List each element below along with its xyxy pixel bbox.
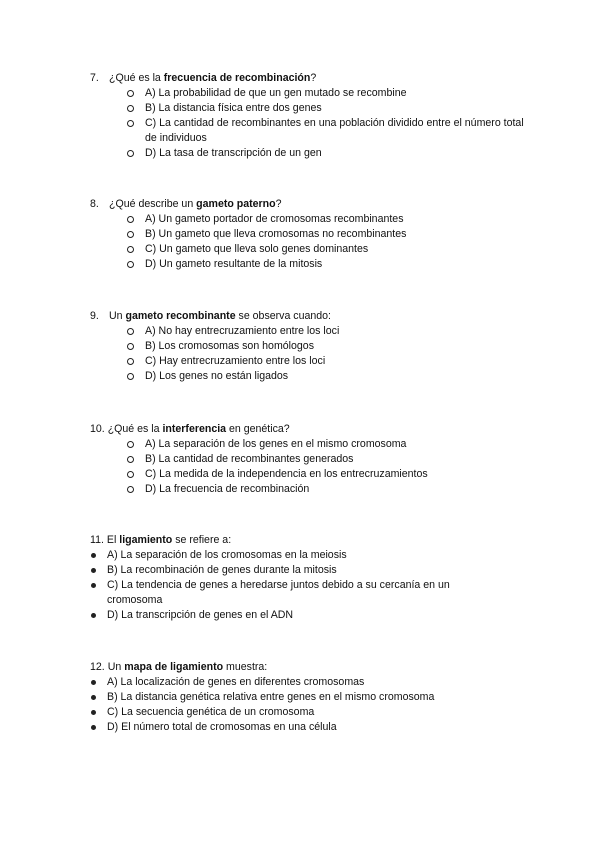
bullet-icon [91, 680, 96, 685]
bullet-icon [91, 710, 96, 715]
question-number: 12. [90, 661, 105, 673]
bullet-icon [91, 725, 96, 730]
circle-bullet-icon [127, 105, 134, 112]
list-item: A) La separación de los genes en el mismo cromosoma [0, 437, 525, 452]
circle-bullet-icon [127, 120, 134, 127]
question-10 [0, 422, 600, 497]
list-item: A) La probabilidad de que un gen mutado se recombine [0, 86, 525, 101]
circle-bullet-icon [127, 150, 134, 157]
circle-bullet-icon [127, 486, 134, 493]
question-heading [0, 71, 600, 86]
list-item: D) La frecuencia de recombinación [0, 482, 525, 497]
question-number: 8. [90, 198, 99, 210]
list-item: B) La cantidad de recombinantes generados [0, 452, 525, 467]
option-list [0, 675, 600, 735]
list-item: B) La distancia genética relativa entre genes en el mismo cromosoma [0, 690, 487, 705]
question-12 [0, 660, 600, 735]
circle-bullet-icon [127, 90, 134, 97]
circle-bullet-icon [127, 343, 134, 350]
bullet-icon [91, 583, 96, 588]
question-heading [0, 533, 600, 548]
circle-bullet-icon [127, 456, 134, 463]
circle-bullet-icon [127, 216, 134, 223]
bullet-icon [91, 613, 96, 618]
option-list [0, 86, 600, 161]
circle-bullet-icon [127, 358, 134, 365]
bullet-icon [91, 568, 96, 573]
circle-bullet-icon [127, 261, 134, 268]
question-heading [0, 309, 600, 324]
list-item: A) La separación de los cromosomas en la meiosis [0, 548, 487, 563]
option-list [0, 437, 600, 497]
bullet-icon [91, 695, 96, 700]
question-number: 9. [90, 310, 99, 322]
question-9 [0, 309, 600, 384]
question-text: Un gameto recombinante se observa cuando: [109, 310, 331, 322]
option-list [0, 212, 600, 272]
list-item: D) Un gameto resultante de la mitosis [0, 257, 525, 272]
question-heading [0, 660, 600, 675]
question-11 [0, 533, 600, 623]
list-item: B) Los cromosomas son homólogos [0, 339, 525, 354]
list-item: B) Un gameto que lleva cromosomas no recombinantes [0, 227, 525, 242]
question-heading [0, 422, 600, 437]
bullet-icon [91, 553, 96, 558]
circle-bullet-icon [127, 441, 134, 448]
circle-bullet-icon [127, 373, 134, 380]
list-item: C) La medida de la independencia en los entrecruzamientos [0, 467, 525, 482]
question-number: 11. [90, 534, 104, 546]
list-item: D) Los genes no están ligados [0, 369, 525, 384]
list-item: C) La tendencia de genes a heredarse juntos debido a su cercanía en un cromosoma [0, 578, 487, 608]
question-heading [0, 197, 600, 212]
list-item: C) La cantidad de recombinantes en una población dividido entre el número total de individuos [0, 116, 525, 146]
circle-bullet-icon [127, 471, 134, 478]
list-item: C) La secuencia genética de un cromosoma [0, 705, 487, 720]
list-item: D) El número total de cromosomas en una célula [0, 720, 487, 735]
question-text: ¿Qué es la frecuencia de recombinación? [109, 72, 317, 84]
option-list [0, 548, 600, 623]
question-number: 7. [90, 72, 99, 84]
circle-bullet-icon [127, 328, 134, 335]
circle-bullet-icon [127, 246, 134, 253]
option-list [0, 324, 600, 384]
list-item: D) La transcripción de genes en el ADN [0, 608, 487, 623]
question-text: ¿Qué describe un gameto paterno? [109, 198, 282, 210]
list-item: D) La tasa de transcripción de un gen [0, 146, 525, 161]
list-item: A) No hay entrecruzamiento entre los loci [0, 324, 525, 339]
circle-bullet-icon [127, 231, 134, 238]
list-item: A) Un gameto portador de cromosomas recombinantes [0, 212, 525, 227]
list-item: C) Hay entrecruzamiento entre los loci [0, 354, 525, 369]
list-item: A) La localización de genes en diferentes cromosomas [0, 675, 487, 690]
question-text: 11. El ligamiento se refiere a: [90, 534, 232, 546]
question-8 [0, 197, 600, 272]
question-number: 10. [90, 423, 105, 435]
question-7 [0, 71, 600, 161]
list-item: B) La distancia física entre dos genes [0, 101, 525, 116]
question-text: 10. ¿Qué es la interferencia en genética? [90, 423, 290, 435]
list-item: C) Un gameto que lleva solo genes dominantes [0, 242, 525, 257]
question-text: 12. Un mapa de ligamiento muestra: [90, 661, 268, 673]
list-item: B) La recombinación de genes durante la mitosis [0, 563, 487, 578]
